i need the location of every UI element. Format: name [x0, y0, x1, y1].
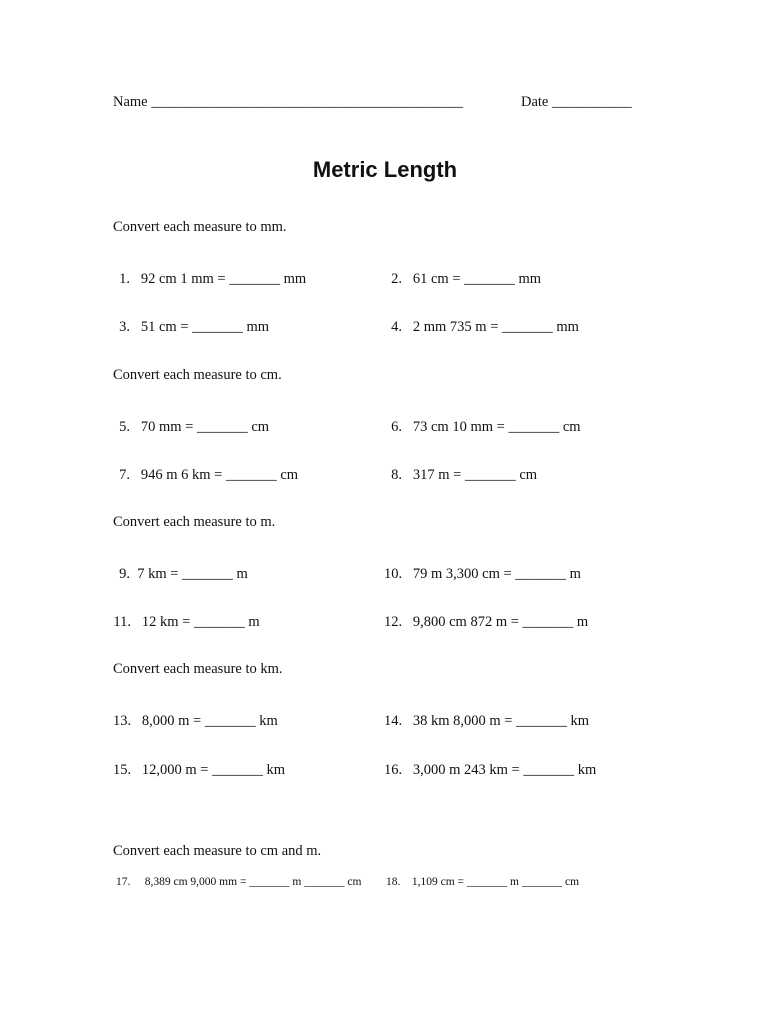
problem-number: 2. [391, 271, 402, 287]
problem-item [116, 876, 361, 888]
problem-item [385, 419, 581, 436]
problem-text: 12,000 m = _______ km [141, 762, 285, 778]
problem-text: 12 km = _______ m [141, 614, 260, 630]
problem-text: 9,800 cm 872 m = _______ m [412, 614, 589, 630]
section-instruction: Convert each measure to mm. [113, 219, 287, 235]
problem-number: 16. [384, 762, 403, 778]
problem-text: 51 cm = _______ mm [140, 319, 270, 335]
section-instruction: Convert each measure to km. [113, 661, 283, 677]
problem-item [113, 319, 269, 336]
date-field[interactable]: Date ___________ [521, 94, 632, 110]
problem-text: 317 m = _______ cm [412, 467, 538, 483]
problem-text: 2 mm 735 m = _______ mm [412, 319, 579, 335]
section-instruction: Convert each measure to m. [113, 514, 276, 530]
problem-item [386, 876, 579, 888]
name-field[interactable]: Name ___________________________________________ [113, 94, 463, 110]
problem-number: 7. [119, 467, 130, 483]
problem-item [384, 762, 596, 779]
problem-text: 1,109 cm = _______ m _______ cm [411, 876, 580, 888]
problem-number: 6. [391, 419, 402, 435]
page-title: Metric Length [312, 157, 458, 182]
problem-item [384, 713, 589, 730]
problem-text: 7 km = _______ m [137, 566, 248, 582]
problem-text: 73 cm 10 mm = _______ cm [412, 419, 581, 435]
problem-number: 17. [116, 876, 131, 888]
problem-number: 11. [113, 614, 131, 630]
problem-item [113, 467, 298, 484]
problem-number: 15. [113, 762, 132, 778]
problem-number: 14. [384, 713, 403, 729]
problem-text: 70 mm = _______ cm [140, 419, 270, 435]
problem-item [113, 271, 306, 288]
problem-number: 12. [384, 614, 403, 630]
problem-item [384, 566, 581, 583]
problem-item [113, 566, 248, 583]
section-instruction: Convert each measure to cm and m. [113, 843, 322, 859]
problem-number: 3. [119, 319, 130, 335]
problem-number: 5. [119, 419, 130, 435]
problem-text: 8,000 m = _______ km [141, 713, 278, 729]
problem-text: 92 cm 1 mm = _______ mm [140, 271, 307, 287]
problem-number: 18. [386, 876, 401, 888]
problem-text: 79 m 3,300 cm = _______ m [412, 566, 581, 582]
problem-number: 4. [391, 319, 402, 335]
problem-text: 38 km 8,000 m = _______ km [412, 713, 590, 729]
problem-item [113, 614, 260, 631]
problem-number: 13. [113, 713, 132, 729]
problem-text: 61 cm = _______ mm [412, 271, 542, 287]
problem-number: 8. [391, 467, 402, 483]
problem-item [385, 271, 541, 288]
problem-text: 8,389 cm 9,000 mm = _______ m _______ cm [144, 876, 362, 888]
problem-item [113, 762, 285, 779]
problem-text: 3,000 m 243 km = _______ km [412, 762, 597, 778]
problem-item [113, 713, 278, 730]
problem-number: 9. [119, 566, 130, 582]
problem-item [385, 319, 579, 336]
problem-number: 10. [384, 566, 403, 582]
problem-number: 1. [119, 271, 130, 287]
problem-item [384, 614, 588, 631]
problem-text: 946 m 6 km = _______ cm [140, 467, 299, 483]
section-instruction: Convert each measure to cm. [113, 367, 282, 383]
problem-item [385, 467, 537, 484]
problem-item [113, 419, 269, 436]
